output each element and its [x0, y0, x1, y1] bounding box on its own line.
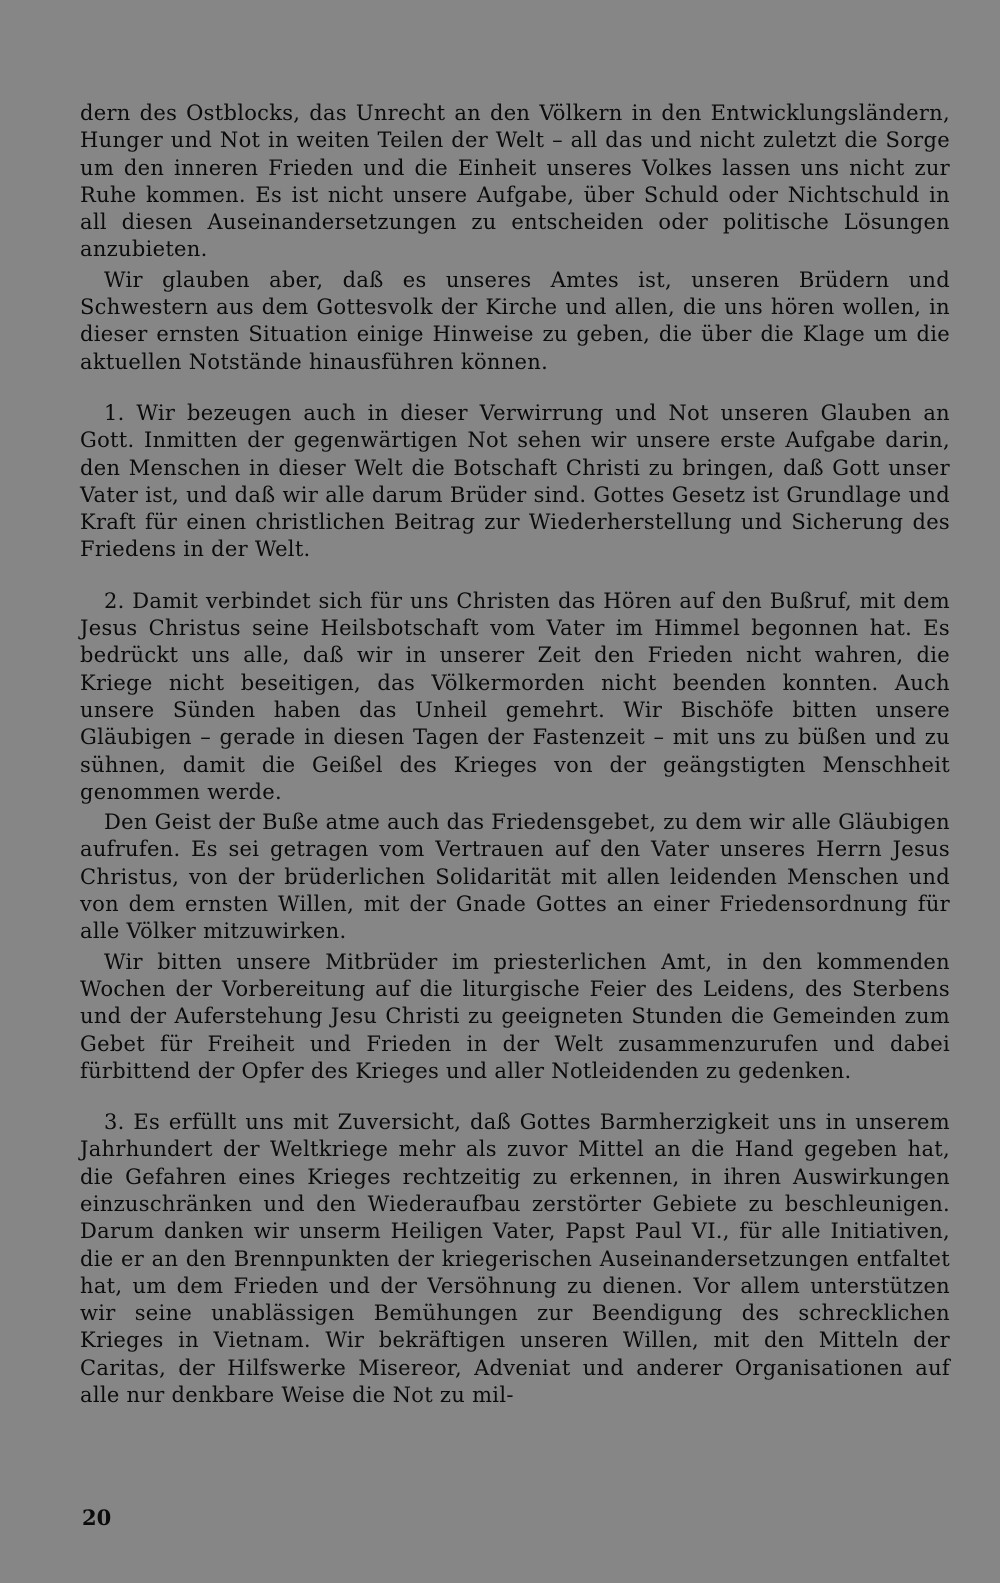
paragraph-point-2: 2. Damit verbindet sich für uns Christen das Hören auf den Bußruf, mit dem Jesus Christus seine Heilsbotschaft vom Vater im Himmel begonnen hat. Es bedrückt uns alle, daß wir in unserer Zeit den Frieden nicht wahren, die Kriege nicht beseitigen, das Völkermorden nicht beenden konnten. Auch unsere Sünden haben das Unheil gemehrt. Wir Bischöfe bitten unsere Gläubigen – gerade in diesen Tagen der Fastenzeit – mit uns zu büßen und zu sühnen, damit die Geißel des Krieges von der geängstigten Menschheit genommen werde. — [80, 588, 950, 804]
paragraph-office: Wir glauben aber, daß es unseres Amtes ist, unseren Brüdern und Schwestern aus dem Gottesvolk der Kirche und allen, die uns hören wollen, in dieser ernsten Situation einige Hinweise zu geben, die über die Klage um die aktuellen Notstände hinausführen können. — [80, 267, 950, 374]
paragraph-continuation: dern des Ostblocks, das Unrecht an den Völkern in den Entwicklungsländern, Hunger und Not in weiten Teilen der Welt – all das und nicht zuletzt die Sorge um den inneren Frieden und die Einheit unseres Volkes lassen uns nicht zur Ruhe kommen. Es ist nicht unsere Aufgabe, über Schuld oder Nichtschuld in all diesen Auseinandersetzungen zu entscheiden oder politische Lösungen anzubieten. — [80, 101, 950, 262]
paragraph-prayer: Den Geist der Buße atme auch das Friedensgebet, zu dem wir alle Gläubigen aufrufen. Es sei getragen vom Vertrauen auf den Vater unseres Herrn Jesus Christus, von der brüderlichen Solidarität mit allen leidenden Menschen und von dem ernsten Willen, mit der Gnade Gottes an einer Friedensordnung für alle Völker mitzuwirken. — [80, 810, 950, 944]
page-number: 20 — [82, 1505, 112, 1530]
body-text — [80, 100, 950, 1409]
paragraph-point-3: 3. Es erfüllt uns mit Zuversicht, daß Gottes Barmherzigkeit uns in unserem Jahrhundert der Weltkriege mehr als zuvor Mittel an die Hand gegeben hat, die Gefahren eines Krieges rechtzeitig zu erkennen, in ihren Auswirkungen einzuschränken und den Wiederaufbau zerstörter Gebiete zu beschleunigen. Darum danken wir unserm Heiligen Vater, Papst Paul VI., für alle Initiativen, die er an den Brennpunkten der kriegerischen Auseinandersetzungen entfaltet hat, um dem Frieden und der Versöhnung zu dienen. Vor allem unterstützen wir seine unablässigen Bemühungen zur Beendigung des schrecklichen Krieges in Vietnam. Wir bekräftigen unseren Willen, mit den Mitteln der Caritas, der Hilfswerke Misereor, Adveniat und anderer Organisationen auf alle nur denkbare Weise die Not zu mil- — [80, 1110, 950, 1408]
paragraph-priests: Wir bitten unsere Mitbrüder im priesterlichen Amt, in den kommenden Wochen der Vorbereitung auf die liturgische Feier des Leidens, des Sterbens und der Auferstehung Jesu Christi zu geeigneten Stunden die Gemeinden zum Gebet für Freiheit und Frieden in der Welt zusammenzurufen und dabei fürbittend der Opfer des Krieges und aller Notleidenden zu gedenken. — [80, 949, 950, 1083]
paragraph-point-1: 1. Wir bezeugen auch in dieser Verwirrung und Not unseren Glauben an Gott. Inmitten der gegenwärtigen Not sehen wir unsere erste Aufgabe darin, den Menschen in dieser Welt die Botschaft Christi zu bringen, daß Gott unser Vater ist, und daß wir alle darum Brüder sind. Gottes Gesetz ist Grundlage und Kraft für einen christlichen Beitrag zur Wiederherstellung und Sicherung des Friedens in der Welt. — [80, 400, 950, 562]
